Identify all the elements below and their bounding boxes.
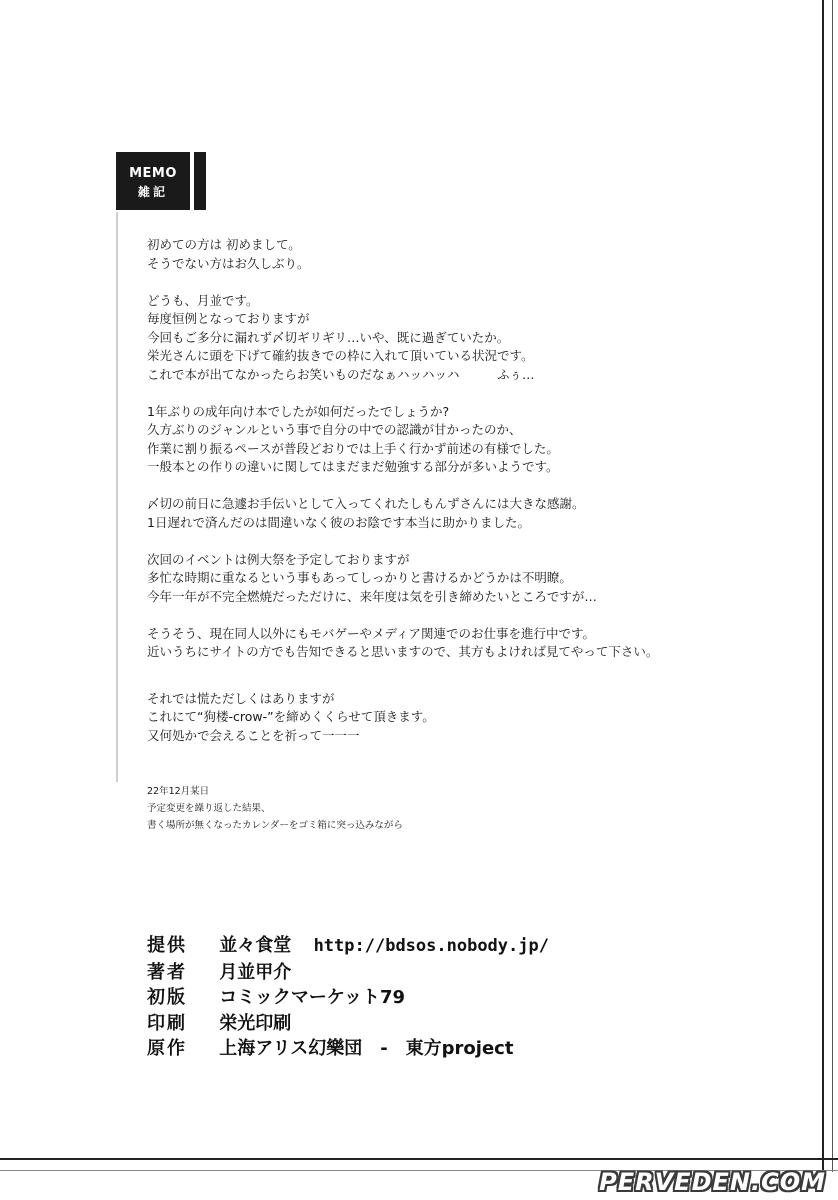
memo-body <box>147 236 747 764</box>
memo-left-rule <box>116 212 118 782</box>
text-line: 作業に割り振るペースが普段どおりでは上手く行かず前述の有様でした。 <box>147 440 559 456</box>
text-line: 今回もご多分に漏れず〆切ギリギリ…いや、既に過ぎていたか。 <box>147 329 510 345</box>
text-line: それでは慌ただしくはありますが <box>147 690 335 706</box>
text-line: 1日遅れで済んだのは間違いなく彼のお陰です本当に助かりました。 <box>147 514 530 530</box>
memo-header-bar <box>194 152 206 210</box>
credit-value: 月並甲介 <box>219 961 292 983</box>
text-line: 次回のイベントは例大祭を予定しておりますが <box>147 551 410 567</box>
text-line: 1年ぶりの成年向け本でしたが如何だったでしょうか? <box>147 403 450 419</box>
credit-label: 初版 <box>147 987 187 1008</box>
credit-row-printer <box>147 1011 549 1037</box>
credit-value: 上海アリス幻樂団 - 東方project <box>219 1038 514 1059</box>
note-line: 書く場所が無くなったカレンダーをゴミ箱に突っ込みながら <box>147 820 403 831</box>
memo-title-en: MEMO <box>129 166 177 181</box>
credit-url: http://bdsos.nobody.jp/ <box>313 936 549 956</box>
text-line: そうそう、現在同人以外にもモバゲーやメディア関連でのお仕事を進行中です。 <box>147 625 596 641</box>
page-edge-line <box>832 0 833 1172</box>
paragraph-other-work <box>147 625 747 662</box>
text-line: 毎度恒例となっておりますが <box>147 311 310 326</box>
credit-label: 印刷 <box>147 1012 187 1034</box>
credit-row-original <box>147 1036 549 1062</box>
credit-value: コミックマーケット79 <box>219 987 406 1008</box>
watermark-text: PERVEDEN.COM <box>599 1168 826 1196</box>
credit-row-provider <box>147 933 549 960</box>
page-bottom-line <box>0 1158 838 1160</box>
paragraph-intro <box>147 292 747 385</box>
paragraph-greeting <box>147 236 747 273</box>
text-line: そうでない方はお久しぶり。 <box>147 255 310 271</box>
paragraph-thanks <box>147 495 747 532</box>
text-line: 近いうちにサイトの方でも告知できると思いますので、其方もよければ見てやって下さい。 <box>147 644 659 659</box>
credit-row-first-edition <box>147 985 549 1011</box>
credit-label: 著者 <box>147 961 187 983</box>
note-line: 予定変更を繰り返した結果、 <box>147 803 271 814</box>
memo-header-badge <box>116 152 190 210</box>
text-line: これにて“狗楼-crow-”を締めくくらせて頂きます。 <box>147 709 435 724</box>
paragraph-closing <box>147 690 747 746</box>
text-line: 又何処かで会えることを祈って一一一 <box>147 727 360 743</box>
date-note <box>147 783 403 834</box>
text-line: 一般本との作りの違いに関してはまだまだ勉強する部分が多いようです。 <box>147 459 559 474</box>
credits-block <box>147 933 549 1062</box>
credit-label: 原作 <box>147 1038 187 1059</box>
text-line: 今年一年が不完全燃焼だっただけに、来年度は気を引き締めたいところですが… <box>147 588 597 604</box>
paragraph-reflection <box>147 403 747 477</box>
text-line: 栄光さんに頭を下げて確約抜きでの枠に入れて頂いている状況です。 <box>147 348 534 363</box>
text-line: 初めての方は 初めまして。 <box>147 237 301 252</box>
page-edge-line <box>822 0 824 1172</box>
memo-title-jp: 雑記 <box>137 185 168 199</box>
paragraph-next-event <box>147 551 747 607</box>
credit-row-author <box>147 960 549 986</box>
text-line: 〆切の前日に急遽お手伝いとして入ってくれたしもんずさんには大きな感謝。 <box>147 496 585 511</box>
text-line: これで本が出てなかったらお笑いものだなぁハッハッハ ふぅ… <box>147 366 535 382</box>
credit-label: 提供 <box>147 935 187 956</box>
credit-value: 栄光印刷 <box>219 1012 292 1034</box>
note-date: 22年12月某日 <box>147 786 210 797</box>
text-line: 多忙な時期に重なるという事もあってしっかりと書けるかどうかは不明瞭。 <box>147 570 572 585</box>
credit-value: 並々食堂 <box>219 935 292 956</box>
text-line: 久方ぶりのジャンルという事で自分の中での認識が甘かったのか、 <box>147 422 522 437</box>
text-line: どうも、月並です。 <box>147 292 259 308</box>
